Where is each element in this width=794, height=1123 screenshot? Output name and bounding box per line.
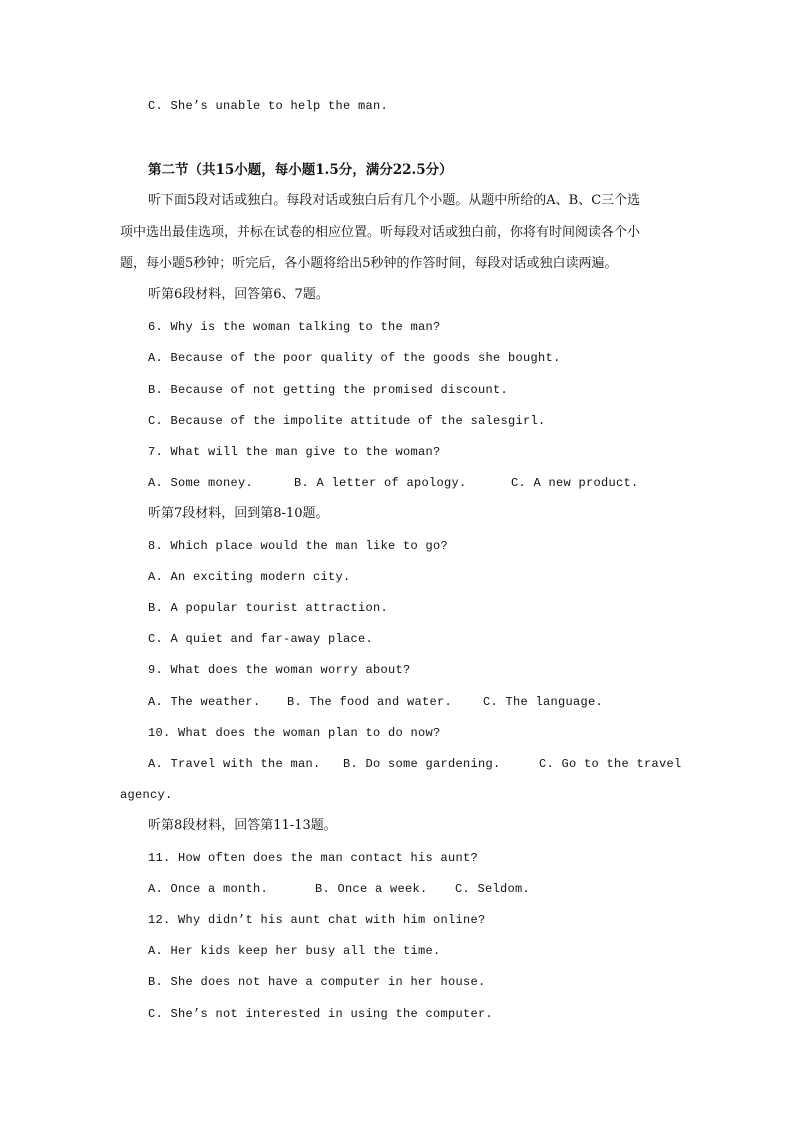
q12-option-a: A. Her kids keep her busy all the time. (148, 944, 441, 958)
question-10: 10. What does the woman plan to do now? (148, 726, 441, 740)
q10-option-c-continued: agency. (120, 788, 173, 802)
q9-option-b: B. The food and water. (287, 695, 453, 709)
question-9: 9. What does the woman worry about? (148, 663, 411, 677)
question-11: 11. How often does the man contact his aunt? (148, 851, 479, 865)
instructions-line-2: 项中选出最佳选项，并标在试卷的相应位置。听每段对话或独白前，你将有时间阅读各个小 (120, 225, 641, 240)
q10-options-row (148, 756, 682, 772)
q7-option-c: C. A new product. (511, 476, 639, 490)
q9-option-a: A. The weather. (148, 695, 261, 709)
q8-option-c: C. A quiet and far-away place. (148, 632, 374, 646)
q11-option-b: B. Once a week. (315, 882, 428, 896)
question-6: 6. Why is the woman talking to the man? (148, 320, 441, 334)
q7-option-a: A. Some money. (148, 476, 254, 490)
q6-option-b: B. Because of not getting the promised discount. (148, 383, 509, 397)
q9-options-row (148, 694, 678, 710)
material-7-heading: 听第7段材料，回到第8-10题。 (148, 506, 329, 521)
q12-option-c: C. She’s not interested in using the computer. (148, 1007, 494, 1021)
q9-option-c: C. The language. (483, 695, 604, 709)
q7-options-row (148, 475, 678, 491)
q11-options-row (148, 881, 678, 897)
q10-option-b: B. Do some gardening. (343, 757, 501, 771)
q7-option-b: B. A letter of apology. (294, 476, 467, 490)
q8-option-b: B. A popular tourist attraction. (148, 601, 389, 615)
question-8: 8. Which place would the man like to go? (148, 539, 449, 553)
instructions-line-1: 听下面5段对话或独白。每段对话或独白后有几个小题。从题中所给的A、B、C三个选 (148, 193, 641, 208)
question-7: 7. What will the man give to the woman? (148, 445, 441, 459)
question-12: 12. Why didn’t his aunt chat with him online? (148, 913, 486, 927)
instructions-line-3: 题，每小题5秒钟；听完后，各小题将给出5秒钟的作答时间，每段对话或独白读两遍。 (120, 256, 618, 271)
q6-option-c: C. Because of the impolite attitude of the salesgirl. (148, 414, 546, 428)
q6-option-a: A. Because of the poor quality of the goods she bought. (148, 351, 561, 365)
q11-option-a: A. Once a month. (148, 882, 269, 896)
q10-option-c: C. Go to the travel (539, 757, 682, 771)
q12-option-b: B. She does not have a computer in her house. (148, 975, 486, 989)
section-title: 第二节（共15小题，每小题1.5分，满分22.5分） (148, 162, 453, 178)
material-6-heading: 听第6段材料，回答第6、7题。 (148, 287, 329, 302)
material-8-heading: 听第8段材料，回答第11-13题。 (148, 818, 337, 833)
q10-option-a: A. Travel with the man. (148, 757, 321, 771)
q5-option-c: C. She’s unable to help the man. (148, 99, 389, 113)
q8-option-a: A. An exciting modern city. (148, 570, 351, 584)
q11-option-c: C. Seldom. (455, 882, 531, 896)
